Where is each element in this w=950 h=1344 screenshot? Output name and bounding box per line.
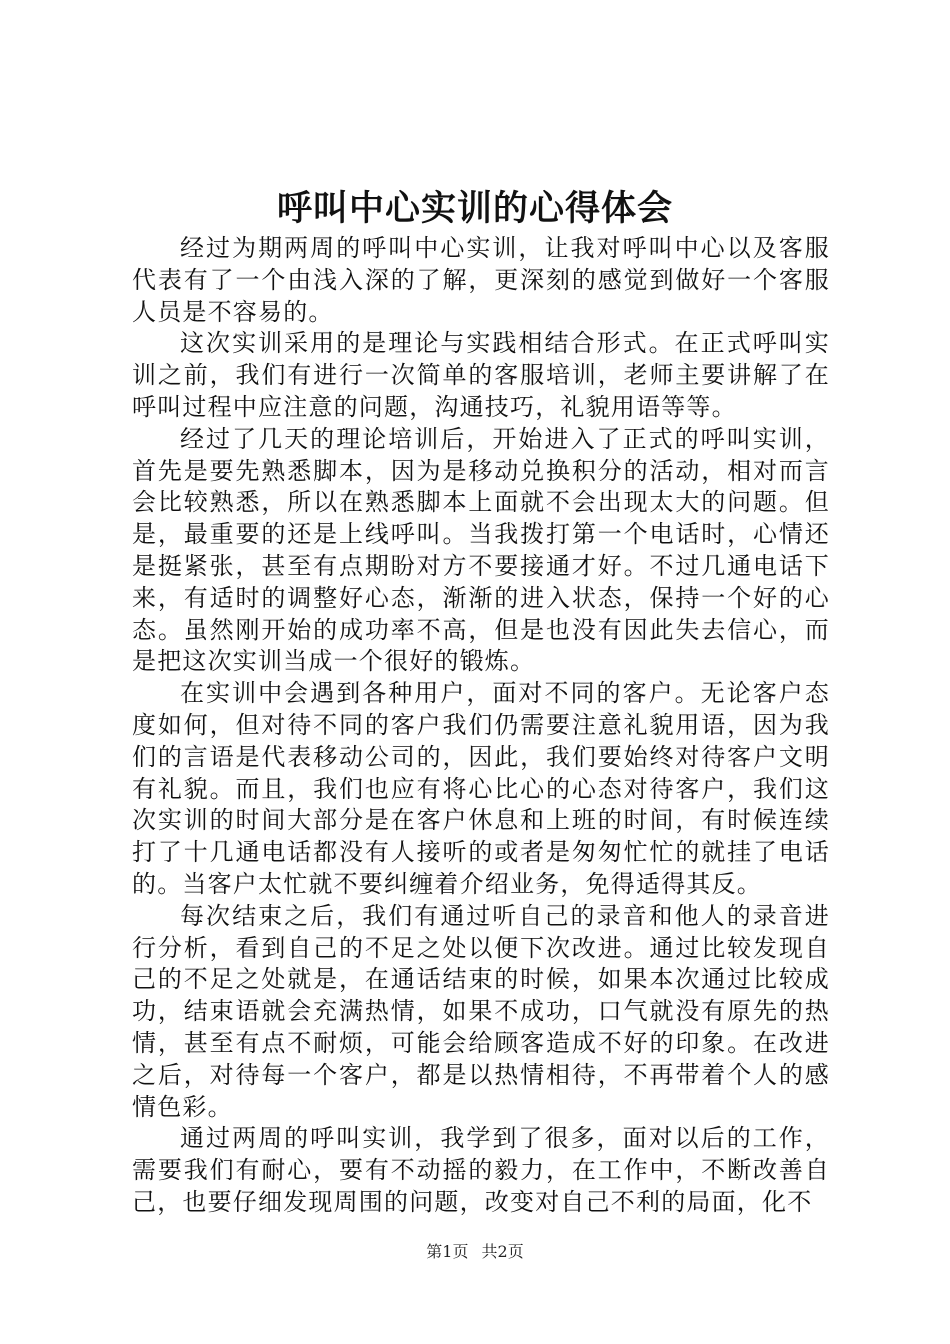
- page-footer: [0, 1241, 950, 1263]
- document-body: [132, 233, 830, 1219]
- paragraph: 这次实训采用的是理论与实践相结合形式。在正式呼叫实训之前，我们有进行一次简单的客服培训，老师主要讲解了在呼叫过程中应注意的问题，沟通技巧，礼貌用语等等。: [132, 329, 830, 421]
- page-count: 共2页: [481, 1242, 524, 1261]
- paragraph: 每次结束之后，我们有通过听自己的录音和他人的录音进行分析，看到自己的不足之处以便下次改进。通过比较发现自己的不足之处就是，在通话结束的时候，如果本次通过比较成功，结束语就会充满热情，如果不成功，口气就没有原先的热情，甚至有点不耐烦，可能会给顾客造成不好的印象。在改进之后，对待每一个客户，都是以热情相待，不再带着个人的感情色彩。: [132, 901, 830, 1121]
- document-title: 呼叫中心实训的心得体会: [276, 188, 673, 229]
- paragraph: 通过两周的呼叫实训，我学到了很多，面对以后的工作，需要我们有耐心，要有不动摇的毅力，在工作中，不断改善自己，也要仔细发现周围的问题，改变对自己不利的局面，化不: [132, 1124, 830, 1216]
- paragraph: 经过为期两周的呼叫中心实训，让我对呼叫中心以及客服代表有了一个由浅入深的了解，更深刻的感觉到做好一个客服人员是不容易的。: [132, 234, 830, 326]
- paragraph: 在实训中会遇到各种用户，面对不同的客户。无论客户态度如何，但对待不同的客户我们仍需要注意礼貌用语，因为我们的言语是代表移动公司的，因此，我们要始终对待客户文明有礼貌。而且，我们也应有将心比心的心态对待客户，我们这次实训的时间大部分是在客户休息和上班的时间，有时候连续打了十几通电话都没有人接听的或者是匆匆忙忙的就挂了电话的。当客户太忙就不要纠缠着介绍业务，免得适得其反。: [132, 679, 830, 898]
- page-number: 第1页: [426, 1242, 469, 1261]
- paragraph: 经过了几天的理论培训后，开始进入了正式的呼叫实训，首先是要先熟悉脚本，因为是移动兑换积分的活动，相对而言会比较熟悉，所以在熟悉脚本上面就不会出现太大的问题。但是，最重要的还是上线呼叫。当我拨打第一个电话时，心情还是挺紧张，甚至有点期盼对方不要接通才好。不过几通电话下来，有适时的调整好心态，渐渐的进入状态，保持一个好的心态。虽然刚开始的成功率不高，但是也没有因此失去信心，而是把这次实训当成一个很好的锻炼。: [132, 424, 830, 676]
